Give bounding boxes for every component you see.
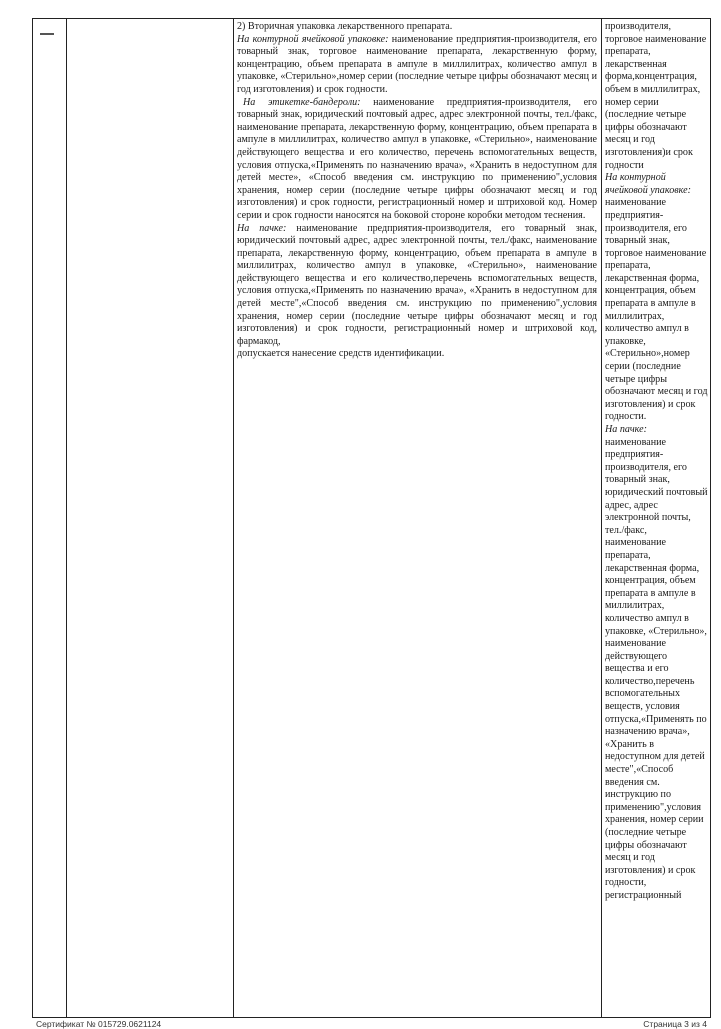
pack-label: На пачке: xyxy=(237,222,287,234)
band-text: наименование предприятия-производителя, его товарный знак, юридический почтовый адрес, адрес электронной почты, тел./факс, наименование препарата, лекарственную форму, концентрацию, объем препарата в ампуле в миллилитрах, количество ампул в упаковке, «Стерильно», наименование действующего вещества и его количество, перечень вспомогательных веществ, условия отпуска,«Применять по назначению врача», «Хранить в недоступном для детей месте», «Способ введения см. инструкцию по применению",условия хранения, номер серии (последние четыре цифры обозначают месяц и год изготовления) и срок годности, регистрационный номер и штриховой код. Номер серии и срок годности наносятся на боковой стороне коробки методом теснения. xyxy=(237,96,597,221)
identification-note: допускается нанесение средств идентификации. xyxy=(237,348,445,360)
pack-text: наименование предприятия-производителя, его товарный знак, юридический почтовый адрес, адрес электронной почты, тел./факс, наименование препарата, лекарственную форму, концентрацию, объем препарата в ампуле в миллилитрах, количество ампул в упаковке, «Стерильно», наименование действующего вещества и его количество,перечень вспомогательных веществ, условия отпуска,«Применять по назначению врача», «Хранить в недоступном для детей месте",«Способ введения см. инструкцию по применению",условия хранения, номер серии (последние четыре цифры обозначают месяц и год изготовления) и срок годности, регистрационный номер и штриховой код, фармакод, xyxy=(237,222,597,347)
right-blister-text: наименование предприятия-производителя, его товарный знак, торговое наименование препарата, лекарственная форма, концентрация, объем препарата в ампуле в миллилитрах, количество ампул в упаковке, «Стерильно»,номер серии (последние четыре цифры обозначают месяц и год изготовления) и срок годности. xyxy=(605,197,708,423)
right-pack-label: На пачке: xyxy=(605,424,647,435)
blister-text: наименование предприятия-производителя, его товарный знак, торговое наименование препарата, лекарственную форму, концентрацию, объем препарата в ампуле в миллилитрах, количество ампул в упаковке, «Стерильно»,номер серии (последние четыре цифры обозначают месяц и год изготовления) и срок годности. xyxy=(237,33,597,95)
certificate-number: Сертификат № 015729.0621124 xyxy=(36,1019,162,1029)
secondary-packaging-heading: 2) Вторичная упаковка лекарственного препарата. xyxy=(237,21,453,32)
band-label: На этикетке-бандероли: xyxy=(243,96,361,108)
main-text-cell xyxy=(234,19,600,1017)
right-intro-text: производителя, торговое наименование препарата, лекарственная форма,концентрация, объем в миллилитрах, номер серии (последние четыре цифры обозначают месяц и год изготовления)и срок годности xyxy=(605,21,707,171)
column-divider xyxy=(66,19,67,1017)
page-number: Страница 3 из 4 xyxy=(643,1019,707,1029)
blister-label: На контурной ячейковой упаковке: xyxy=(237,33,389,45)
right-blister-label: На контурной ячейковой упаковке: xyxy=(605,172,691,196)
pack-paragraph xyxy=(237,223,597,349)
right-pack-text: наименование предприятия-производителя, его товарный знак, юридический почтовый адрес, адрес электронной почты, тел./факс, наименование препарата, лекарственная форма, концентрация, объем препарата в ампуле в миллилитрах, количество ампул в упаковке, «Стерильно», наименование действующего вещества и его количество,перечень вспомогательных веществ, условия отпуска,«Применять по назначению врача», «Хранить в недоступном для детей месте",«Способ введения см. инструкцию по применению",условия хранения, номер серии (последние четыре цифры обозначают месяц и год изготовления) и срок годности, регистрационный xyxy=(605,436,708,901)
specification-table xyxy=(32,18,711,1018)
right-text-cell xyxy=(602,19,710,1017)
blister-paragraph xyxy=(237,34,597,97)
band-paragraph xyxy=(237,97,597,223)
